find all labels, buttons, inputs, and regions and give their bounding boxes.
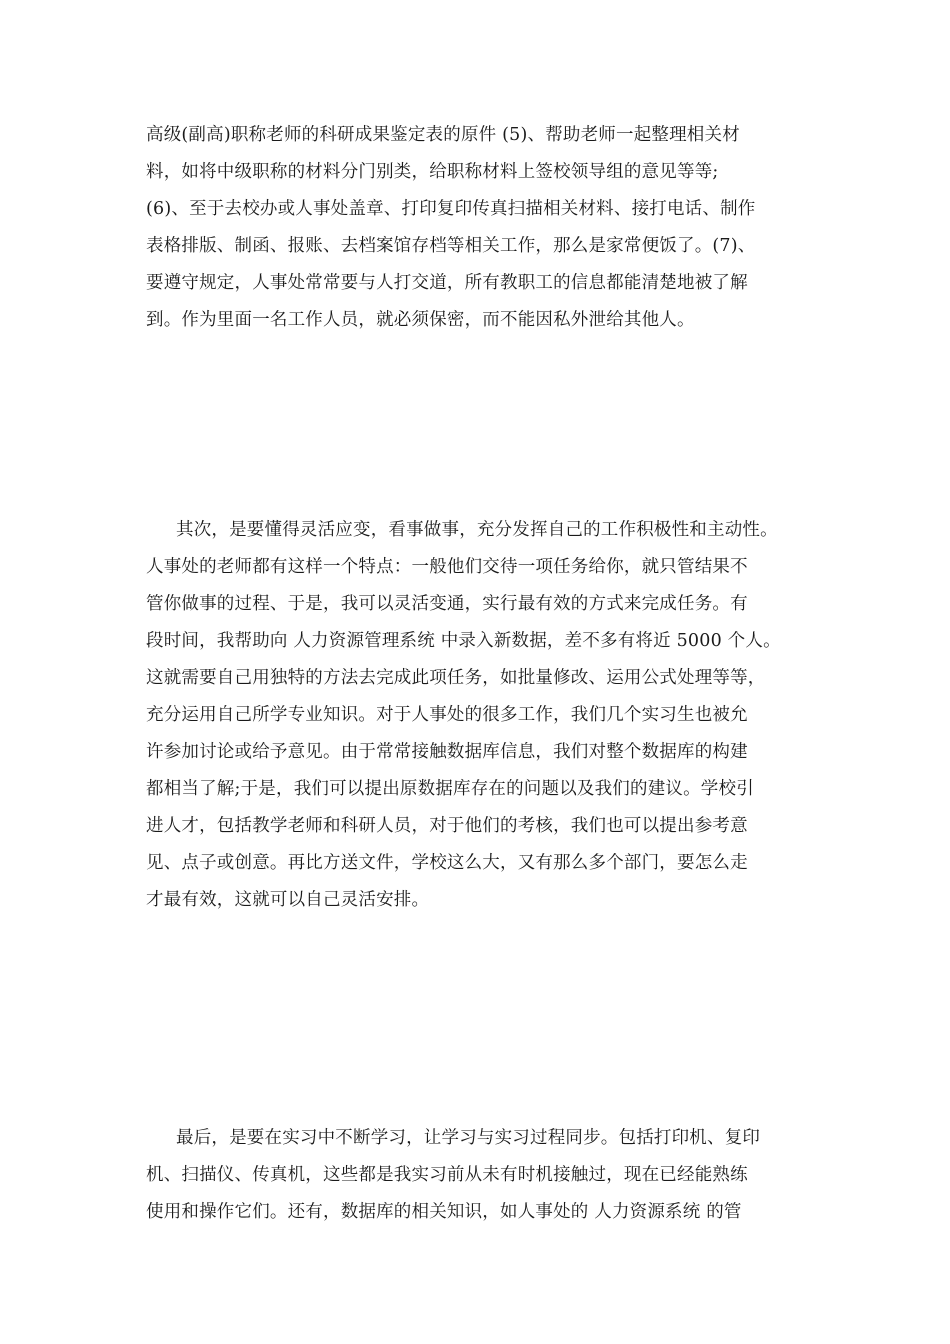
paragraph-duties-continued xyxy=(146,117,846,339)
text-line: 到。作为里面一名工作人员，就必须保密，而不能因私外泄给其他人。 xyxy=(146,310,695,330)
text-line: 人事处的老师都有这样一个特点：一般他们交待一项任务给你，就只管结果不 xyxy=(146,557,748,577)
text-line: 见、点子或创意。再比方送文件，学校这么大，又有那么多个部门，要怎么走 xyxy=(146,853,748,873)
text-line: 料，如将中级职称的材料分门别类，给职称材料上签校领导组的意见等等; xyxy=(146,162,719,182)
text-line: 管你做事的过程、于是，我可以灵活变通，实行最有效的方式来完成任务。有 xyxy=(146,594,748,614)
text-line: 这就需要自己用独特的方法去完成此项任务，如批量修改、运用公式处理等等， xyxy=(146,668,766,688)
paragraph-flexibility xyxy=(146,512,846,919)
text-line: 其次，是要懂得灵活应变，看事做事，充分发挥自己的工作积极性和主动性。 xyxy=(176,520,778,540)
text-line: 进人才，包括教学老师和科研人员，对于他们的考核，我们也可以提出参考意 xyxy=(146,816,748,836)
text-line: 机、扫描仪、传真机，这些都是我实习前从未有时机接触过，现在已经能熟练 xyxy=(146,1165,748,1185)
text-line: 表格排版、制函、报账、去档案馆存档等相关工作，那么是家常便饭了。(7)、 xyxy=(146,236,756,256)
text-line: 充分运用自己所学专业知识。对于人事处的很多工作，我们几个实习生也被允 xyxy=(146,705,748,725)
text-line: 高级(副高)职称老师的科研成果鉴定表的原件 (5)、帮助老师一起整理相关材 xyxy=(146,125,740,145)
paragraph-continuous-learning xyxy=(146,1120,846,1231)
text-line: (6)、至于去校办或人事处盖章、打印复印传真扫描相关材料、接打电话、制作 xyxy=(146,199,756,219)
text-line: 都相当了解;于是，我们可以提出原数据库存在的问题以及我们的建议。学校引 xyxy=(146,779,754,799)
text-line: 最后，是要在实习中不断学习，让学习与实习过程同步。包括打印机、复印 xyxy=(176,1128,761,1148)
text-line: 要遵守规定，人事处常常要与人打交道，所有教职工的信息都能清楚地被了解 xyxy=(146,273,748,293)
text-line: 使用和操作它们。还有，数据库的相关知识，如人事处的 人力资源系统 的管 xyxy=(146,1202,742,1222)
text-line: 段时间，我帮助向 人力资源管理系统 中录入新数据，差不多有将近 5000 个人。 xyxy=(146,631,781,651)
text-line: 才最有效，这就可以自己灵活安排。 xyxy=(146,890,430,910)
text-line: 许参加讨论或给予意见。由于常常接触数据库信息，我们对整个数据库的构建 xyxy=(146,742,748,762)
